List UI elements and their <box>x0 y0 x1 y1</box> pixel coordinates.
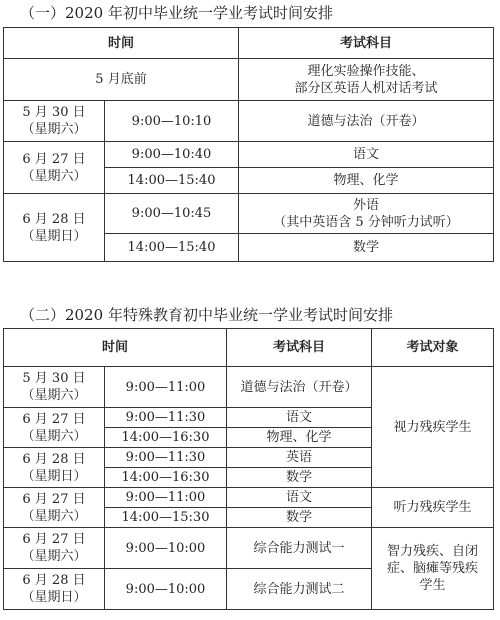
table-header-row <box>4 329 494 367</box>
time-cell: 9:00—10:45 <box>105 194 239 234</box>
date-cell: 6 月 27 日 （星期六） <box>4 142 105 194</box>
subject-cell: 数学 <box>239 234 494 262</box>
table-row <box>4 194 494 234</box>
time-cell: 5 月底前 <box>4 59 239 101</box>
time-cell: 14:00—15:40 <box>105 234 239 262</box>
subject-cell: 英语 <box>227 448 372 468</box>
date-cell: 6 月 27 日 （星期六） <box>4 488 105 528</box>
table-header-row <box>4 28 494 59</box>
table-row <box>4 101 494 142</box>
date-cell: 5 月 30 日 （星期六） <box>4 367 105 408</box>
table-row <box>4 488 494 508</box>
time-cell: 9:00—10:10 <box>105 101 239 142</box>
date-cell: 5 月 30 日 （星期六） <box>4 101 105 142</box>
subject-cell: 道德与法治（开卷） <box>239 101 494 142</box>
header-target: 考试对象 <box>372 329 494 367</box>
date-cell: 6 月 28 日 （星期日） <box>4 194 105 262</box>
time-cell: 9:00—11:00 <box>105 367 227 408</box>
subject-cell: 语文 <box>227 408 372 428</box>
header-subject: 考试科目 <box>227 329 372 367</box>
header-time: 时间 <box>4 329 227 367</box>
time-cell: 14:00—15:40 <box>105 168 239 194</box>
time-cell: 9:00—10:40 <box>105 142 239 168</box>
table-row <box>4 59 494 101</box>
time-cell: 9:00—11:30 <box>105 448 227 468</box>
time-cell: 9:00—11:30 <box>105 408 227 428</box>
target-cell: 智力残疾、自闭 症、脑瘫等残疾 学生 <box>372 528 494 610</box>
table-row <box>4 528 494 569</box>
subject-cell: 综合能力测试二 <box>227 569 372 610</box>
subject-cell: 数学 <box>227 508 372 528</box>
time-cell: 9:00—10:00 <box>105 569 227 610</box>
date-cell: 6 月 28 日 （星期日） <box>4 569 105 610</box>
subject-cell: 物理、化学 <box>239 168 494 194</box>
subject-cell: 语文 <box>239 142 494 168</box>
table-row <box>4 142 494 168</box>
subject-cell: 语文 <box>227 488 372 508</box>
date-cell: 6 月 27 日 （星期六） <box>4 528 105 569</box>
schedule2-title: （二）2020 年特殊教育初中毕业统一学业考试时间安排 <box>20 306 393 324</box>
time-cell: 14:00—16:30 <box>105 428 227 448</box>
subject-cell: 数学 <box>227 468 372 488</box>
target-cell: 听力残疾学生 <box>372 488 494 528</box>
time-cell: 9:00—10:00 <box>105 528 227 569</box>
time-cell: 14:00—15:30 <box>105 508 227 528</box>
subject-cell: 综合能力测试一 <box>227 528 372 569</box>
schedule1-table <box>3 27 494 262</box>
schedule2-table <box>3 328 494 610</box>
subject-cell: 物理、化学 <box>227 428 372 448</box>
table-row <box>4 367 494 408</box>
time-cell: 14:00—16:30 <box>105 468 227 488</box>
subject-cell: 道德与法治（开卷） <box>227 367 372 408</box>
subject-cell: 外语 （其中英语含 5 分钟听力试听） <box>239 194 494 234</box>
subject-cell: 理化实验操作技能、 部分区英语人机对话考试 <box>239 59 494 101</box>
header-subject: 考试科目 <box>239 28 494 59</box>
date-cell: 6 月 28 日 （星期日） <box>4 448 105 488</box>
target-cell: 视力残疾学生 <box>372 367 494 488</box>
header-time: 时间 <box>4 28 239 59</box>
time-cell: 9:00—11:00 <box>105 488 227 508</box>
schedule1-title: （一）2020 年初中毕业统一学业考试时间安排 <box>20 4 333 22</box>
date-cell: 6 月 27 日 （星期六） <box>4 408 105 448</box>
